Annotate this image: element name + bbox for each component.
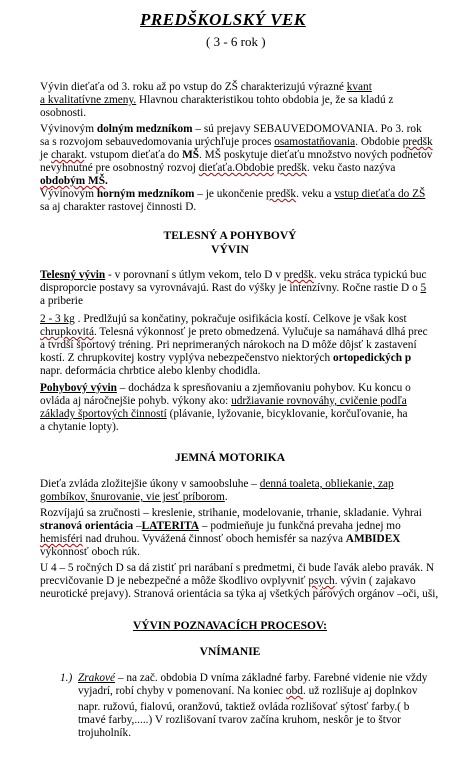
text-line: Vývinovým horným medzníkom – je ukončenie predšk. veku a vstup dieťaťa do ZŠ xyxy=(40,188,426,200)
text-line: Rozvíjajú sa zručnosti – kreslenie, strihanie, modelovanie, trhanie, skladanie. Vyhrai xyxy=(40,507,422,519)
text-line: ovláda aj náročnejšie pohyb. výkony ako: udržiavanie rovnováhy, cvičenie podľa xyxy=(40,395,407,407)
text-line: Pohybový vývin – dochádza k spresňovaniu a zjemňovaniu pohybov. Ku koncu o xyxy=(40,382,411,394)
text-line: gombíkov, šnurovanie, vie jesť príborom. xyxy=(40,491,228,503)
text-line: napr. ružovú, fialovú, oranžovú, taktiež ovláda rozlišovať sýtosť farby.( b xyxy=(78,701,410,713)
text-line: nevyhnutné pre osobnostný rozvoj dieťaťa.Obdobie predšk. veku často nazýva xyxy=(40,162,396,174)
text-line: Zrakové – na zač. obdobia D vníma základné farby. Farebné videnie nie vždy xyxy=(78,672,428,684)
text-line: obdobým MŠ. xyxy=(40,175,108,187)
text-line: hemisféri nad druhou. Vyvážená činnosť oboch hemisfér sa nazýva AMBIDEX xyxy=(40,533,401,545)
section-heading: VNÍMANIE xyxy=(199,646,261,658)
page-title: PREDŠKOLSKÝ VEK xyxy=(140,10,306,29)
text-line: 2 - 3 kg . Predlžujú sa končatiny, pokračuje osifikácia kostí. Celkove je však kost xyxy=(40,313,407,325)
text-line: U 4 – 5 ročných D sa dá zistiť pri narábaní s predmetmi, či bude ľavák alebo pravák. N xyxy=(40,562,435,574)
text-line: tmavé farby,.....) V rozlišovaní tvarov začína kruhom, neskôr je to štvor xyxy=(78,714,401,726)
text-line: a chytanie lopty). xyxy=(40,421,119,433)
text-line: precvičovanie D je nebezpečné a môže škodlivo ovplyvniť psych. vývin ( zajakavo xyxy=(40,575,416,587)
page-subtitle: ( 3 - 6 rok ) xyxy=(206,34,266,49)
text-line: a priberie xyxy=(40,295,83,307)
text-line: stranová orientácia –LATERITA – podmieňuje ju funkčná prevaha jednej mo xyxy=(40,520,401,532)
text-line: Telesný vývin - v porovnaní s útlym vekom, telo D v predšk. veku stráca typickú buc xyxy=(40,269,427,281)
text-line: osobnosti. xyxy=(40,107,87,119)
text-line: vyjadrí, robí chyby v pomenovaní. Na koniec obd. už rozlišuje aj doplnkov xyxy=(78,685,418,697)
text-line: neurotické prejavy). Stranová orientácia sa týka aj všetkých párových orgánov –oči, uši, xyxy=(40,588,439,600)
text-line: základy športových činností (plávanie, lyžovanie, bicyklovanie, korčuľovanie, ha xyxy=(40,408,408,420)
section-heading: TELESNÝ A POHYBOVÝ xyxy=(163,230,297,242)
section-heading: VÝVIN xyxy=(211,244,249,256)
text-line: je charakt. vstupom dieťaťa do MŠ. MŠ poskytuje dieťaťu množstvo nových podnetov xyxy=(40,149,433,161)
text-line: Dieťa zvláda zložitejšie úkony v samoobsluhe – denná toaleta, obliekanie, zap xyxy=(40,478,394,490)
text-line: sa aj charakter rastovej činnosti D. xyxy=(40,201,197,213)
text-line: kostí. Z chrupkovitej kostry vyplýva nebezpečenstvo niektorých ortopedických p xyxy=(40,352,412,364)
text-line: Vývinovým dolným medzníkom – sú prejavy SEBAUVEDOMOVANIA. Po 3. rok xyxy=(40,123,422,135)
text-line: trojuholník. xyxy=(78,727,132,739)
text-line: a kvalitatívne zmeny. Hlavnou charakteristikou tohto obdobia je, že sa kladú z xyxy=(40,94,394,106)
text-line: napr. deformácia chrbtice alebo klenby chodidla. xyxy=(40,365,261,377)
text-line: chrupkovitá. Telesná výkonnosť je preto obmedzená. Vylučuje sa namáhavá dlhá prec xyxy=(40,326,428,338)
section-heading: VÝVIN POZNAVACÍCH PROCESOV: xyxy=(132,620,328,632)
section-heading: JEMNÁ MOTORIKA xyxy=(175,452,285,464)
text-line: sa s rozvojom sebauvedomovania urýchľuje proces osamostatňovania. Obdobie predšk xyxy=(40,136,433,148)
text-line: výkonnosť oboch rúk. xyxy=(40,546,140,558)
text-line: disproporcie postavy sa vyrovnávajú. Rast do výšky je intenzívny. Ročne rastie D o 5 xyxy=(40,282,427,294)
list-marker: 1.) xyxy=(60,672,73,684)
text-line: Vývin dieťaťa od 3. roku až po vstup do ZŠ charakterizujú výrazné kvant xyxy=(40,81,372,93)
text-line: a tvrdší športový tréning. Pri neprimeraných nárokoch na D môže dôjsť k zastavení xyxy=(40,339,417,351)
